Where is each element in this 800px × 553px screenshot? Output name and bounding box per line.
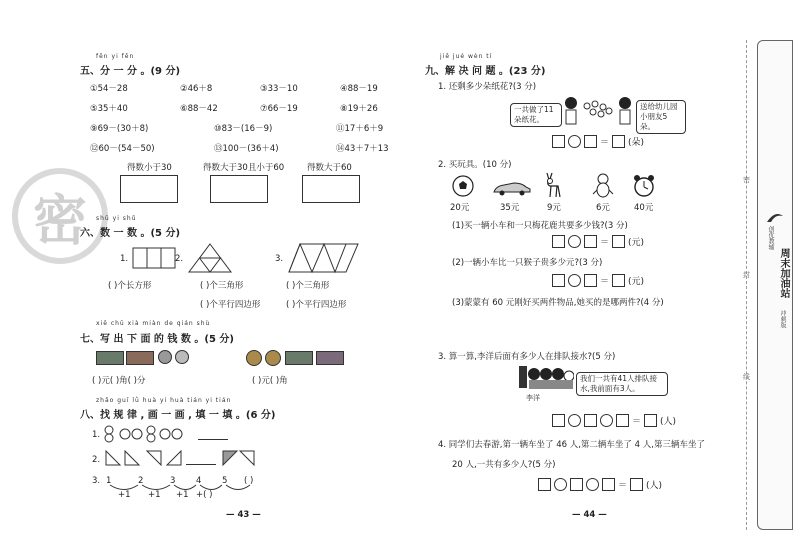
q1-equals: ＝	[600, 138, 610, 148]
s5-item-9: ⑨69－(30＋8)	[90, 124, 149, 134]
circle-pattern	[103, 425, 193, 443]
s9-title: 九、解 决 问 题 。(23 分)	[425, 66, 546, 77]
s8-seq-3: 3	[170, 476, 176, 486]
q2b-unit: (元)	[628, 277, 645, 287]
q4-text-line1: 4. 同学们去春游,第一辆车坐了 46 人,第二辆车坐了 4 人,第三辆车坐了	[438, 440, 705, 450]
q1-bubble-right: 送给幼儿园小朋友5朵。	[636, 100, 686, 134]
q2-text: 2. 买玩具。(10 分)	[438, 160, 512, 170]
q4-box-result[interactable]	[630, 478, 643, 491]
s5-item-1: ①54－28	[90, 84, 128, 94]
s5-item-4: ④88－19	[340, 84, 378, 94]
banknote-1	[96, 351, 124, 365]
s8-seq-4: 4	[196, 476, 202, 486]
s5-item-11: ⑪17＋6＋9	[336, 124, 384, 134]
q2b-equation	[552, 274, 644, 287]
s5-item-8: ⑧19＋26	[340, 104, 378, 114]
confidential-seal	[12, 168, 108, 264]
price-monkey: 6元	[596, 203, 610, 213]
s6-answer-2b[interactable]: ( )个平行四边形	[200, 300, 261, 310]
s6-answer-2a[interactable]: ( )个三角形	[200, 281, 244, 291]
spine-mark-3: 线	[743, 373, 750, 381]
coin-4	[265, 350, 281, 366]
q3-box-1[interactable]	[552, 414, 565, 427]
q2b-text: (2)一辆小车比一只猴子贵多少元?(3 分)	[452, 258, 603, 268]
football-icon	[452, 175, 474, 197]
s6-pinyin: shǔ yi shǔ	[96, 215, 137, 222]
banknote-4	[316, 351, 344, 365]
spine-brand: 周末加油站	[778, 248, 789, 298]
q2a-box-1[interactable]	[552, 235, 565, 248]
q2b-circle-op[interactable]	[568, 274, 581, 287]
q2a-circle-op[interactable]	[568, 235, 581, 248]
s5-pinyin: fēn yi fēn	[96, 53, 135, 60]
s5-item-2: ②46＋8	[180, 84, 213, 94]
q3-box-result[interactable]	[644, 414, 657, 427]
q2a-equation	[552, 235, 644, 248]
q3-box-3[interactable]	[616, 414, 629, 427]
s9-pinyin: jiě jué wèn tí	[440, 53, 493, 60]
page-number-43: — 43 —	[226, 510, 261, 520]
s5-item-13: ⑬100－(36＋4)	[214, 144, 279, 154]
coin-3	[246, 350, 262, 366]
q2b-box-result[interactable]	[612, 274, 625, 287]
q4-text-line2: 20 人,一共有多少人?(5 分)	[452, 460, 556, 470]
q1-unit: (朵)	[628, 138, 645, 148]
q3-circle-op-1[interactable]	[568, 414, 581, 427]
page-number-44: — 44 —	[572, 510, 607, 520]
coin-1	[158, 350, 172, 364]
q3-circle-op-2[interactable]	[600, 414, 613, 427]
s8-blank-2[interactable]	[186, 464, 216, 465]
s7-answer-1[interactable]: ( )元( )角( )分	[92, 376, 146, 386]
s6-num-2: 2.	[175, 254, 184, 264]
s6-answer-rect[interactable]: ( )个长方形	[108, 281, 152, 291]
parallelogram-figure	[288, 243, 360, 273]
q4-box-2[interactable]	[570, 478, 583, 491]
s8-num-2: 2.	[92, 455, 101, 465]
bin-label-2: 得数大于30且小于60	[203, 163, 285, 173]
rectangles-figure	[132, 247, 176, 269]
q1-box-result[interactable]	[612, 135, 625, 148]
q4-box-3[interactable]	[602, 478, 615, 491]
q4-circle-op-1[interactable]	[554, 478, 567, 491]
bin-box-1[interactable]	[120, 175, 178, 203]
q1-circle-op[interactable]	[568, 135, 581, 148]
s8-plus-4[interactable]: +( )	[196, 490, 213, 500]
monkey-icon	[592, 172, 614, 200]
bin-label-1: 得数小于30	[127, 163, 172, 173]
triangle-pattern	[105, 450, 255, 466]
q4-unit: (人)	[646, 481, 663, 491]
deer-icon	[542, 172, 564, 200]
s5-item-5: ⑤35＋40	[90, 104, 128, 114]
q3-unit: (人)	[660, 417, 677, 427]
q2a-equals: ＝	[600, 238, 610, 248]
publisher-logo-icon	[765, 208, 785, 224]
q2a-box-result[interactable]	[612, 235, 625, 248]
s5-item-3: ③33－10	[260, 84, 298, 94]
s5-item-10: ⑩83－(16－9)	[214, 124, 273, 134]
spine-mark-2: 封	[743, 271, 750, 279]
s6-answer-3a[interactable]: ( )个三角形	[286, 281, 330, 291]
s8-title: 八、找 规 律 , 画 一 画 , 填 一 填 。(6 分)	[80, 410, 276, 421]
s7-answer-2[interactable]: ( )元( )角	[252, 376, 288, 386]
s7-pinyin: xiě chū xià miàn de qián shù	[96, 320, 211, 327]
s5-item-12: ⑫60－(54－50)	[90, 144, 155, 154]
q4-circle-op-2[interactable]	[586, 478, 599, 491]
s8-num-3: 3.	[92, 476, 101, 486]
q1-text: 1. 还剩多少朵纸花?(3 分)	[438, 82, 537, 92]
cut-line	[746, 40, 747, 530]
s8-seq-2: 2	[138, 476, 144, 486]
s5-item-14: ⑭43＋7＋13	[336, 144, 389, 154]
s6-num-3: 3.	[275, 254, 284, 264]
s5-title: 五、分 一 分 。(9 分)	[80, 66, 181, 77]
spine-sub: 冲刺版	[779, 310, 786, 328]
s6-answer-3b[interactable]: ( )个平行四边形	[286, 300, 347, 310]
coin-2	[175, 350, 189, 364]
q2a-unit: (元)	[628, 238, 645, 248]
q4-equals: ＝	[618, 481, 628, 491]
s6-num-1: 1.	[120, 254, 129, 264]
s8-num-1: 1.	[92, 430, 101, 440]
q3-bubble: 我们一共有41人排队接水,我前面有3人。	[576, 372, 668, 396]
q2b-box-1[interactable]	[552, 274, 565, 287]
toy-car-icon	[492, 180, 532, 196]
bin-box-2[interactable]	[210, 175, 268, 203]
q4-box-1[interactable]	[538, 478, 551, 491]
q1-box-2[interactable]	[584, 135, 597, 148]
q4-equation	[538, 478, 662, 491]
q3-name: 李洋	[526, 394, 540, 402]
q3-box-2[interactable]	[584, 414, 597, 427]
s5-item-6: ⑥88－42	[180, 104, 218, 114]
q2a-box-2[interactable]	[584, 235, 597, 248]
s7-title: 七、写 出 下 面 的 钱 数 。(5 分)	[80, 334, 234, 345]
spine-publisher: 创优教辅	[767, 226, 774, 250]
bin-label-3: 得数大于60	[307, 163, 352, 173]
q3-equals: ＝	[632, 417, 642, 427]
banknote-2	[126, 351, 154, 365]
q1-bubble-left: 一共做了11朵纸花。	[510, 103, 562, 127]
s8-blank-1[interactable]	[198, 439, 228, 440]
q1-equation	[552, 135, 644, 148]
price-car: 35元	[500, 203, 520, 213]
s8-plus-1: +1	[118, 490, 131, 500]
q3-equation	[552, 414, 676, 427]
q3-text: 3. 算一算,李洋后面有多少人在排队接水?(5 分)	[438, 352, 616, 362]
bin-box-3[interactable]	[302, 175, 360, 203]
price-clock: 40元	[634, 203, 654, 213]
spine-mark-1: 密	[743, 176, 750, 184]
q1-box-1[interactable]	[552, 135, 565, 148]
queue-illustration	[518, 364, 574, 390]
s6-title: 六、数 一 数 。(5 分)	[80, 228, 181, 239]
s5-item-7: ⑦66－19	[260, 104, 298, 114]
q2c-text: (3)蒙蒙有 60 元刚好买两件物品,她买的是哪两件?(4 分)	[452, 298, 664, 308]
s8-seq-5: 5	[222, 476, 228, 486]
q2b-equals: ＝	[600, 277, 610, 287]
price-football: 20元	[450, 203, 470, 213]
children-flowers-illustration	[563, 96, 633, 126]
q2a-text: (1)买一辆小车和一只梅花鹿共要多少钱?(3 分)	[452, 221, 628, 231]
triangles-figure	[188, 243, 232, 273]
q2b-box-2[interactable]	[584, 274, 597, 287]
s8-pinyin: zhǎo guī lǜ huà yi huà tián yi tián	[96, 397, 232, 404]
s8-plus-2: +1	[148, 490, 161, 500]
banknote-3	[285, 351, 313, 365]
price-deer: 9元	[547, 203, 561, 213]
seal-text: 密	[33, 187, 87, 252]
s8-plus-3: +1	[176, 490, 189, 500]
alarm-clock-icon	[632, 174, 656, 198]
s8-seq-answer[interactable]: ( )	[244, 476, 254, 486]
s8-seq-1: 1	[106, 476, 112, 486]
